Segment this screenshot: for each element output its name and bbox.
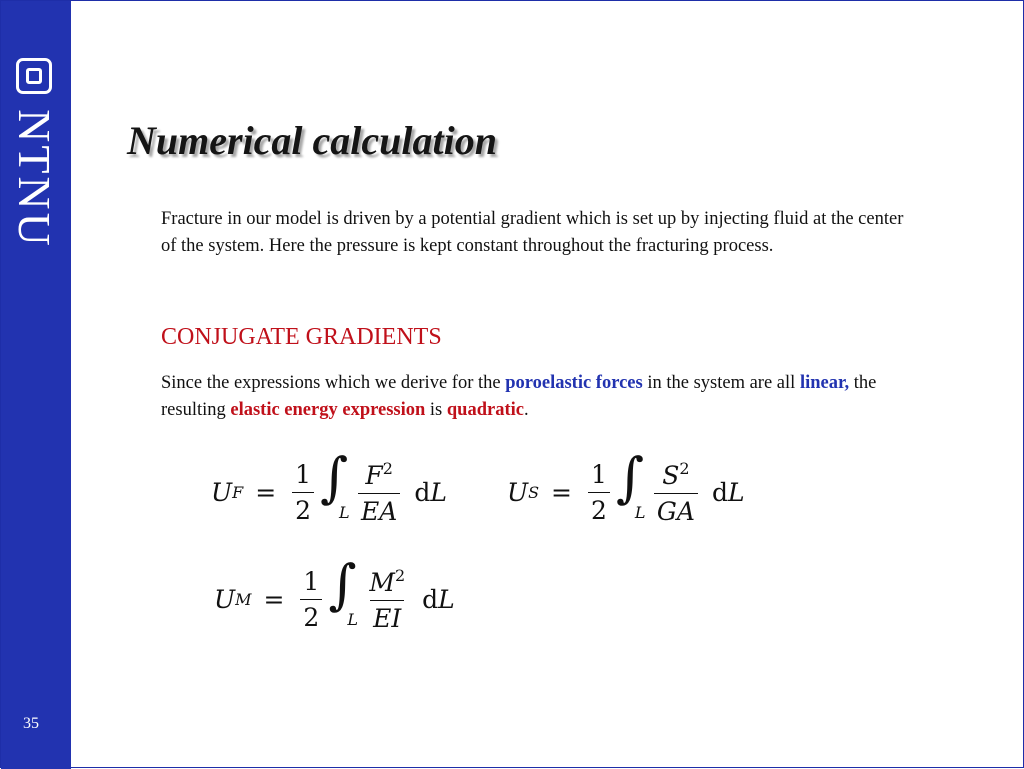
integral-limit: L <box>339 503 350 522</box>
highlight-quadratic: quadratic <box>446 400 524 420</box>
eq-lhs-sub: M <box>235 589 252 609</box>
eq-coef-den: 2 <box>292 492 314 523</box>
integral-sign <box>615 446 646 527</box>
equation-uf <box>211 446 447 527</box>
eq-num-var: M <box>369 567 395 597</box>
highlight-poroelastic-forces: poroelastic forces <box>505 373 643 393</box>
eq-integrand-num <box>659 458 692 493</box>
integral-symbol: ∫ <box>615 446 645 509</box>
eq-differential <box>422 585 455 614</box>
eq-equals: = <box>551 477 572 507</box>
eq-num-var: S <box>662 460 680 490</box>
page-number: 35 <box>23 715 39 732</box>
eq-integrand-den: EI <box>370 600 404 631</box>
integral-limit: L <box>634 503 646 522</box>
section-heading: CONJUGATE GRADIENTS <box>161 324 442 350</box>
intro-paragraph: Fracture in our model is driven by a potential gradient which is set up by injecting fluid at the center of the system. Here the pressure is kept constant throughout the fracturing process. <box>161 209 904 256</box>
text-run: . <box>523 400 529 420</box>
eq-lhs-var: U <box>214 584 236 614</box>
eq-coefficient <box>588 459 610 525</box>
eq-dvar: L <box>727 477 745 507</box>
conjugate-paragraph <box>161 370 921 424</box>
eq-integrand-den: EA <box>358 493 400 524</box>
integral-symbol: ∫ <box>320 446 349 509</box>
integral-sign <box>328 553 358 634</box>
eq-integrand <box>654 458 698 526</box>
eq-d: d <box>711 477 728 507</box>
text-run: Since the expressions which we derive for the <box>161 373 506 393</box>
eq-coef-num: 1 <box>591 459 607 489</box>
text-run: in the system are all <box>642 373 800 393</box>
eq-coefficient <box>300 566 322 632</box>
eq-integrand <box>366 565 408 633</box>
highlight-elastic-energy-expression: elastic energy expression <box>230 400 426 420</box>
eq-d: d <box>414 477 431 507</box>
ntnu-logo-text: NTNU <box>9 109 60 249</box>
text-run: the resulting <box>161 373 877 420</box>
eq-num-sup: 2 <box>382 458 393 478</box>
eq-lhs-sub: S <box>528 482 540 502</box>
ntnu-logo-icon <box>16 58 52 94</box>
integral-symbol: ∫ <box>328 553 357 616</box>
integral-sign <box>320 446 350 527</box>
highlight-linear: linear, <box>799 373 850 393</box>
eq-equals: = <box>255 477 277 507</box>
eq-dvar: L <box>430 477 447 507</box>
text-run: is <box>425 400 447 420</box>
integral-limit: L <box>347 610 358 629</box>
eq-lhs-var: U <box>211 477 233 507</box>
eq-integrand-den: GA <box>654 493 698 524</box>
eq-coef-num: 1 <box>295 459 312 489</box>
eq-coefficient <box>292 459 314 525</box>
eq-integrand <box>358 458 400 526</box>
eq-lhs-sub: F <box>232 482 244 502</box>
eq-num-var: F <box>365 460 383 490</box>
eq-differential <box>712 478 745 507</box>
equation-us <box>507 446 745 527</box>
equation-um <box>214 553 455 634</box>
eq-equals: = <box>263 584 285 614</box>
eq-differential <box>414 478 447 507</box>
eq-coef-num: 1 <box>303 566 320 596</box>
eq-integrand-num <box>362 458 396 493</box>
sidebar <box>1 1 71 769</box>
slide-title: Numerical calculation <box>127 118 497 163</box>
eq-coef-den: 2 <box>588 492 610 523</box>
eq-lhs-var: U <box>507 477 529 507</box>
eq-d: d <box>422 584 439 614</box>
eq-num-sup: 2 <box>394 565 406 585</box>
eq-num-sup: 2 <box>679 458 690 478</box>
eq-integrand-num <box>366 565 408 600</box>
eq-coef-den: 2 <box>300 599 322 630</box>
eq-dvar: L <box>438 584 455 614</box>
